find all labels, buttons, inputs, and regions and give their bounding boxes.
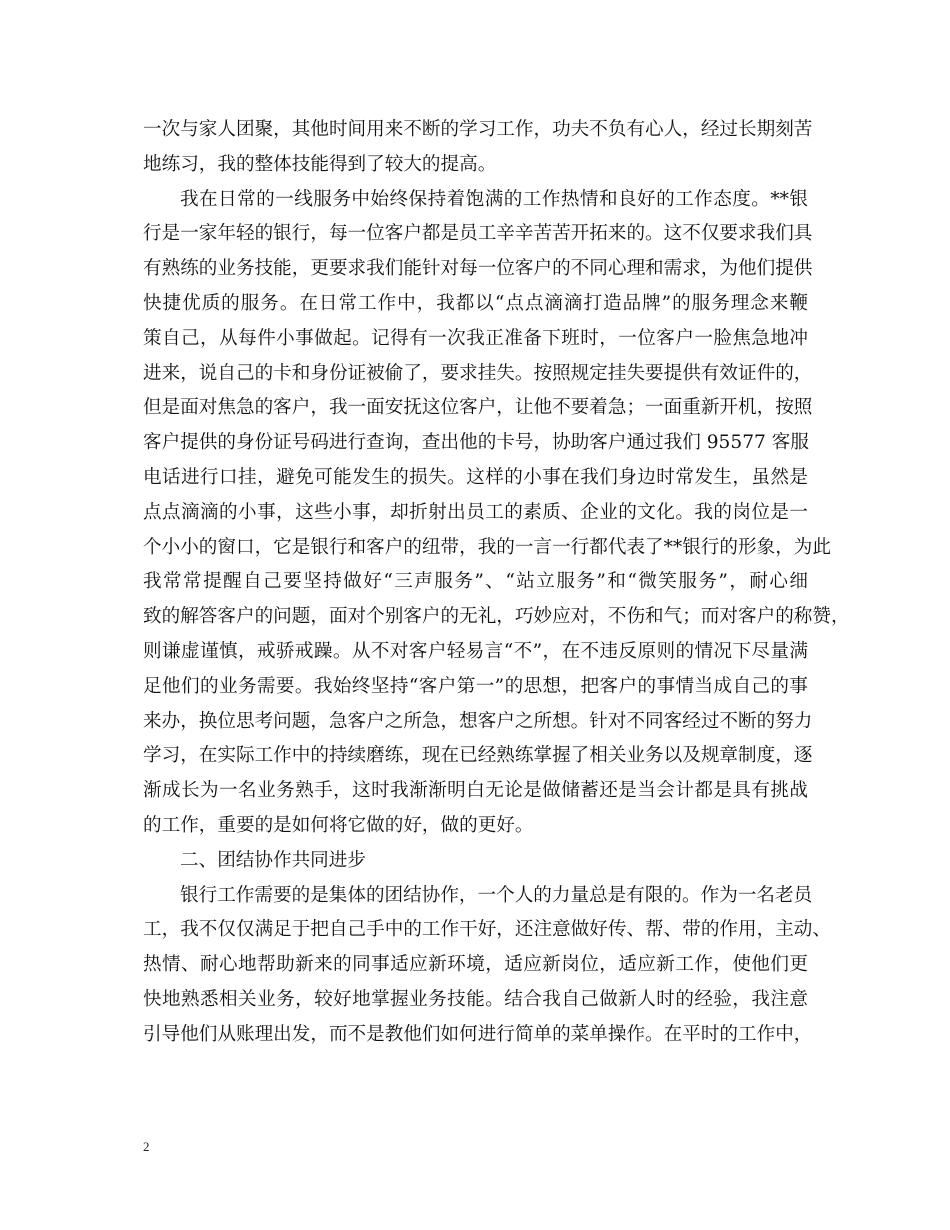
- text-line: 电话进行口挂，避免可能发生的损失。这样的小事在我们身边时常发生，虽然是: [143, 466, 808, 488]
- text-line: 的工作，重要的是如何将它做的好，做的更好。: [143, 814, 534, 836]
- text-line: 我常常提醒自己要坚持做好“三声服务”、“站立服务”和“微笑服务”，耐心细: [143, 571, 808, 593]
- section-heading: 二、团结协作共同进步: [180, 849, 366, 871]
- text-line: 进来，说自己的卡和身份证被偷了，要求挂失。按照规定挂失要提供有效证件的，: [143, 362, 813, 384]
- text-line: 快地熟悉相关业务，较好地掌握业务技能。结合我自己做新人时的经验，我注意: [143, 988, 808, 1010]
- text-line: 地练习，我的整体技能得到了较大的提高。: [143, 153, 497, 175]
- paragraph-start-line: 银行工作需要的是集体的团结协作，一个人的力量总是有限的。作为一名老员: [180, 884, 813, 906]
- text-line: 渐成长为一名业务熟手，这时我渐渐明白无论是做储蓄还是当会计都是具有挑战: [143, 780, 808, 802]
- text-line: 则谦虚谨慎，戒骄戒躁。从不对客户轻易言“不”，在不违反原则的情况下尽量满: [143, 640, 808, 662]
- text-line: 点点滴滴的小事，这些小事，却折射出员工的素质、企业的文化。我的岗位是一: [143, 501, 808, 523]
- text-line: 一次与家人团聚，其他时间用来不断的学习工作，功夫不负有心人，经过长期刻苦: [143, 119, 813, 140]
- text-line: 策自己，从每件小事做起。记得有一次我正准备下班时，一位客户一脸焦急地冲: [143, 327, 808, 349]
- body-text: [143, 113, 850, 1053]
- text-line: 但是面对焦急的客户，我一面安抚这位客户，让他不要着急；一面重新开机，按照: [143, 397, 813, 419]
- text-line: 行是一家年轻的银行，每一位客户都是员工辛辛苦苦开拓来的。这不仅要求我们具: [143, 223, 813, 245]
- text-line: 来办，换位思考问题，急客户之所急，想客户之所想。针对不同客经过不断的努力: [143, 710, 813, 732]
- text-line: 工，我不仅仅满足于把自己手中的工作干好，还注意做好传、帮、带的作用，主动、: [143, 919, 831, 941]
- text-line: 学习，在实际工作中的持续磨练，现在已经熟练掌握了相关业务以及规章制度，逐: [143, 745, 813, 767]
- text-line: 客户提供的身份证号码进行查询，查出他的卡号，协助客户通过我们 95577 客服: [143, 432, 809, 454]
- text-line: 快捷优质的服务。在日常工作中，我都以“点点滴滴打造品牌”的服务理念来鞭: [143, 292, 808, 314]
- text-line: 热情、耐心地帮助新来的同事适应新环境，适应新岗位，适应新工作，使他们更: [143, 954, 808, 976]
- text-line: 引导他们从账理出发，而不是教他们如何进行简单的菜单操作。在平时的工作中，: [143, 1023, 813, 1045]
- paragraph-start-line: 我在日常的一线服务中始终保持着饱满的工作热情和良好的工作态度。**银: [180, 188, 808, 210]
- page-number: 2: [143, 1139, 150, 1154]
- text-line: 致的解答客户的问题，面对个别客户的无礼，巧妙应对，不伤和气；而对客户的称赞，: [143, 606, 850, 628]
- text-line: 足他们的业务需要。我始终坚持“客户第一”的思想，把客户的事情当成自己的事: [143, 675, 808, 697]
- text-line: 有熟练的业务技能，更要求我们能针对每一位客户的不同心理和需求，为他们提供: [143, 258, 813, 280]
- text-line: 个小小的窗口，它是银行和客户的纽带，我的一言一行都代表了**银行的形象，为此: [143, 536, 831, 558]
